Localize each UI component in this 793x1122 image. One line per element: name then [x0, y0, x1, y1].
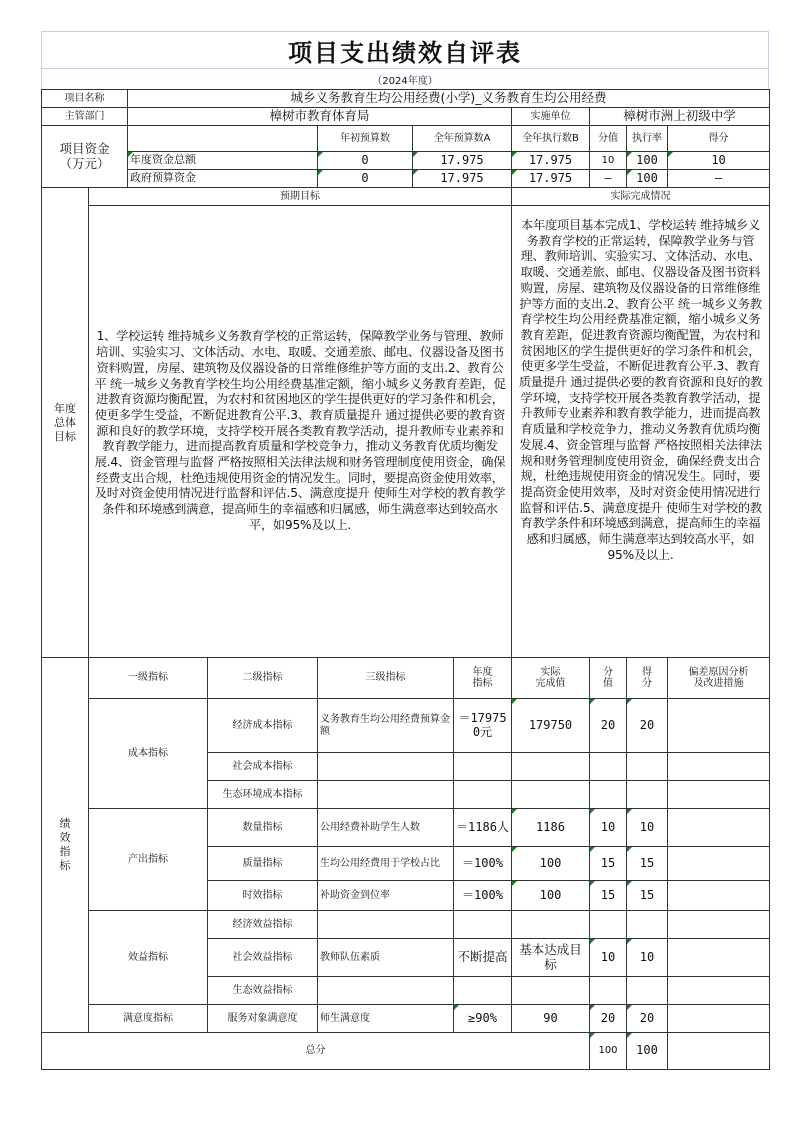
- project-name-value: 城乡义务教育生均公用经费(小学)_义务教育生均公用经费: [128, 90, 770, 108]
- indicator-weight: 10: [590, 809, 627, 847]
- indicator-level3: 生均公用经费用于学校占比: [318, 847, 454, 881]
- indicator-level3: 教师队伍素质: [318, 939, 454, 977]
- indicator-deviation: [668, 809, 770, 847]
- indicator-score: 20: [627, 699, 668, 753]
- total-weight: 100: [590, 1033, 627, 1070]
- goals-header-row: [42, 188, 770, 206]
- indicator-weight: 20: [590, 699, 627, 753]
- indicator-level3: [318, 977, 454, 1005]
- indicator-level2: 经济效益指标: [208, 911, 318, 939]
- header-target: 年度 指标: [454, 658, 512, 699]
- funds-header-blank: [128, 126, 318, 152]
- funds-label-line1: 项目资金: [59, 141, 110, 157]
- funds-row-annual-budget: 17.975: [413, 152, 512, 170]
- indicators-header-row: [42, 658, 770, 699]
- indicator-level2: 生态环境成本指标: [208, 781, 318, 809]
- indicator-deviation: [668, 1005, 770, 1033]
- indicator-actual: 基本达成目标: [512, 939, 590, 977]
- funds-row-executed: 17.975: [512, 170, 590, 188]
- funds-row-name: 年度资金总额: [128, 152, 318, 170]
- funds-row-name: 政府预算资金: [128, 170, 318, 188]
- funds-header-weight: 分值: [590, 126, 627, 152]
- indicator-score: [627, 753, 668, 781]
- indicator-actual: 100: [512, 881, 590, 911]
- indicator-score: 20: [627, 1005, 668, 1033]
- total-row: [42, 1033, 770, 1070]
- indicator-deviation: [668, 847, 770, 881]
- actual-completion-text: 本年度项目基本完成1、学校运转 维持城乡义务教育学校的正常运转，保障教学业务与管理、教师培训、实验实习、文体活动、水电、取暖、交通差旅、邮电、仪器设备及图书资料购置，房屋、建筑物及仪器设备的日常维修维护等方面的支出.2、教育公平 统一城乡义务教育学校生均公用经费基准定额，缩小城乡义务教育差距，促进教育资源均衡配置，为农村和贫困地区的学生提供更好的学习条件和机会，使更多学生受益，不断促进教育公平.3、教育质量提升 通过提供必要的教育资源和良好的教学环境，支持学校开展各类教育教学活动，提升教师专业素养和教育教学能力，进而提高教育质量和学校竞争力，推动义务教育优质均衡发展.4、资金管理与监督 严格按照相关法律法规和财务管理制度使用资金，确保经费支出合规，杜绝违规使用资金的情况发生。同时，要提高资金使用效率，及时对资金使用情况进行监督和评估.5、满意度提升 使师生对学校的教育教学条件和环境感到满意，提高师生的幸福感和归属感，师生满意率达到较高水平，如95%及以上.: [512, 206, 770, 658]
- indicator-level2: 数量指标: [208, 809, 318, 847]
- indicator-level3: 公用经费补助学生人数: [318, 809, 454, 847]
- indicator-target: [454, 977, 512, 1005]
- indicator-weight: 15: [590, 881, 627, 911]
- indicator-target: [454, 911, 512, 939]
- funds-row-initial: 0: [318, 170, 413, 188]
- indicator-level2: 服务对象满意度: [208, 1005, 318, 1033]
- department-value: 樟树市教育体育局: [128, 108, 512, 126]
- header-deviation: 偏差原因分析 及改进措施: [668, 658, 770, 699]
- indicator-score: 15: [627, 847, 668, 881]
- funds-row-executed: 17.975: [512, 152, 590, 170]
- indicator-level2: 质量指标: [208, 847, 318, 881]
- indicator-deviation: [668, 911, 770, 939]
- indicator-actual: 100: [512, 847, 590, 881]
- header-actual: 实际 完成值: [512, 658, 590, 699]
- goals-section-label: 年度总体目标: [42, 188, 89, 658]
- implementing-unit-label: 实施单位: [512, 108, 590, 126]
- project-name-row: [42, 90, 770, 108]
- indicator-deviation: [668, 699, 770, 753]
- funds-row-initial: 0: [318, 152, 413, 170]
- group-satisfaction: 满意度指标: [89, 1005, 208, 1033]
- indicator-target: ≥90%: [454, 1005, 512, 1033]
- funds-header-executed: 全年执行数B: [512, 126, 590, 152]
- funds-row-rate: 100: [627, 152, 668, 170]
- group-cost: 成本指标: [89, 699, 208, 809]
- indicator-target: 不断提高: [454, 939, 512, 977]
- implementing-unit-value: 樟树市洲上初级中学: [590, 108, 770, 126]
- indicator-weight: 20: [590, 1005, 627, 1033]
- funds-header-rate: 执行率: [627, 126, 668, 152]
- indicator-deviation: [668, 753, 770, 781]
- total-score: 100: [627, 1033, 668, 1070]
- indicator-row: [42, 911, 770, 939]
- header-score: 得 分: [627, 658, 668, 699]
- indicator-target: [454, 753, 512, 781]
- indicator-deviation: [668, 781, 770, 809]
- actual-completion-header: 实际完成情况: [512, 188, 770, 206]
- indicator-level2: 社会效益指标: [208, 939, 318, 977]
- indicator-weight: 10: [590, 939, 627, 977]
- indicator-actual: 1186: [512, 809, 590, 847]
- indicator-deviation: [668, 977, 770, 1005]
- header-level1: 一级指标: [89, 658, 208, 699]
- indicator-target: ＝100%: [454, 847, 512, 881]
- indicator-deviation: [668, 881, 770, 911]
- indicator-target: ＝100%: [454, 881, 512, 911]
- indicator-level2: 经济成本指标: [208, 699, 318, 753]
- indicator-actual: [512, 781, 590, 809]
- indicator-level3: [318, 911, 454, 939]
- funds-header-score: 得分: [668, 126, 770, 152]
- group-benefit: 效益指标: [89, 911, 208, 1005]
- indicator-level3: 师生满意度: [318, 1005, 454, 1033]
- indicators-section-label: 绩效指标: [42, 658, 89, 1033]
- indicator-actual: [512, 911, 590, 939]
- indicator-deviation: [668, 939, 770, 977]
- page-title: 项目支出绩效自评表: [41, 31, 769, 68]
- funds-header-annual-budget: 全年预算数A: [413, 126, 512, 152]
- indicator-score: [627, 977, 668, 1005]
- indicator-level2: 生态效益指标: [208, 977, 318, 1005]
- indicator-actual: [512, 753, 590, 781]
- indicator-score: 15: [627, 881, 668, 911]
- indicator-actual: [512, 977, 590, 1005]
- total-deviation: [668, 1033, 770, 1070]
- indicator-level3: 补助资金到位率: [318, 881, 454, 911]
- evaluation-sheet: [41, 31, 769, 1070]
- funds-row-score: —: [668, 170, 770, 188]
- header-level2: 二级指标: [208, 658, 318, 699]
- indicator-weight: 15: [590, 847, 627, 881]
- expected-goal-header: 预期目标: [89, 188, 512, 206]
- indicator-score: [627, 911, 668, 939]
- indicator-score: 10: [627, 809, 668, 847]
- funds-row-score: 10: [668, 152, 770, 170]
- indicator-weight: [590, 781, 627, 809]
- indicator-target: ＝1186人: [454, 809, 512, 847]
- indicator-target: ＝179750元: [454, 699, 512, 753]
- indicator-weight: [590, 911, 627, 939]
- total-label: 总分: [42, 1033, 590, 1070]
- group-output: 产出指标: [89, 809, 208, 911]
- header-level3: 三级指标: [318, 658, 454, 699]
- indicator-level3: [318, 753, 454, 781]
- funds-label-line2: （万元）: [59, 155, 110, 171]
- department-row: [42, 108, 770, 126]
- funds-row-annual-budget: 17.975: [413, 170, 512, 188]
- indicator-actual: 179750: [512, 699, 590, 753]
- funds-row-rate: 100: [627, 170, 668, 188]
- expected-goal-text: 1、学校运转 维持城乡义务教育学校的正常运转，保障教学业务与管理、教师培训、实验实习、文体活动、水电、取暖、交通差旅、邮电、仪器设备及图书资料购置，房屋、建筑物及仪器设备的日常维修维护等方面的支出.2、教育公平 统一城乡义务教育学校生均公用经费基准定额，缩小城乡义务教育差距，促进教育资源均衡配置，为农村和贫困地区的学生提供更好的学习条件和机会，使更多学生受益，不断促进教育公平.3、教育质量提升 通过提供必要的教育资源和良好的教学环境，支持学校开展各类教育教学活动，提升教师专业素养和教育教学能力，进而提高教育质量和学校竞争力，推动义务教育优质均衡发展.4、资金管理与监督 严格按照相关法律法规和财务管理制度使用资金，确保经费支出合规，杜绝违规使用资金的情况发生。同时，要提高资金使用效率，及时对资金使用情况进行监督和评估.5、满意度提升 使师生对学校的教育教学条件和环境感到满意，提高师生的幸福感和归属感，师生满意率达到较高水平，如95%及以上.: [89, 206, 512, 658]
- indicator-score: 10: [627, 939, 668, 977]
- funds-label: [42, 126, 128, 188]
- funds-header-row: [42, 126, 770, 152]
- funds-row-weight: —: [590, 170, 627, 188]
- indicator-row: [42, 809, 770, 847]
- indicator-target: [454, 781, 512, 809]
- indicator-level3: 义务教育生均公用经费预算金额: [318, 699, 454, 753]
- department-label: 主管部门: [42, 108, 128, 126]
- indicator-level2: 时效指标: [208, 881, 318, 911]
- evaluation-table: [41, 89, 770, 1070]
- indicator-weight: [590, 977, 627, 1005]
- funds-row: [42, 170, 770, 188]
- indicator-level2: 社会成本指标: [208, 753, 318, 781]
- year-label: （2024年度）: [41, 68, 769, 89]
- indicator-level3: [318, 781, 454, 809]
- indicator-score: [627, 781, 668, 809]
- goals-content-row: [42, 206, 770, 658]
- indicator-row: [42, 1005, 770, 1033]
- indicator-weight: [590, 753, 627, 781]
- funds-header-initial: 年初预算数: [318, 126, 413, 152]
- indicator-actual: 90: [512, 1005, 590, 1033]
- funds-row: [42, 152, 770, 170]
- funds-row-weight: 10: [590, 152, 627, 170]
- header-weight: 分 值: [590, 658, 627, 699]
- indicator-row: [42, 699, 770, 753]
- project-name-label: 项目名称: [42, 90, 128, 108]
